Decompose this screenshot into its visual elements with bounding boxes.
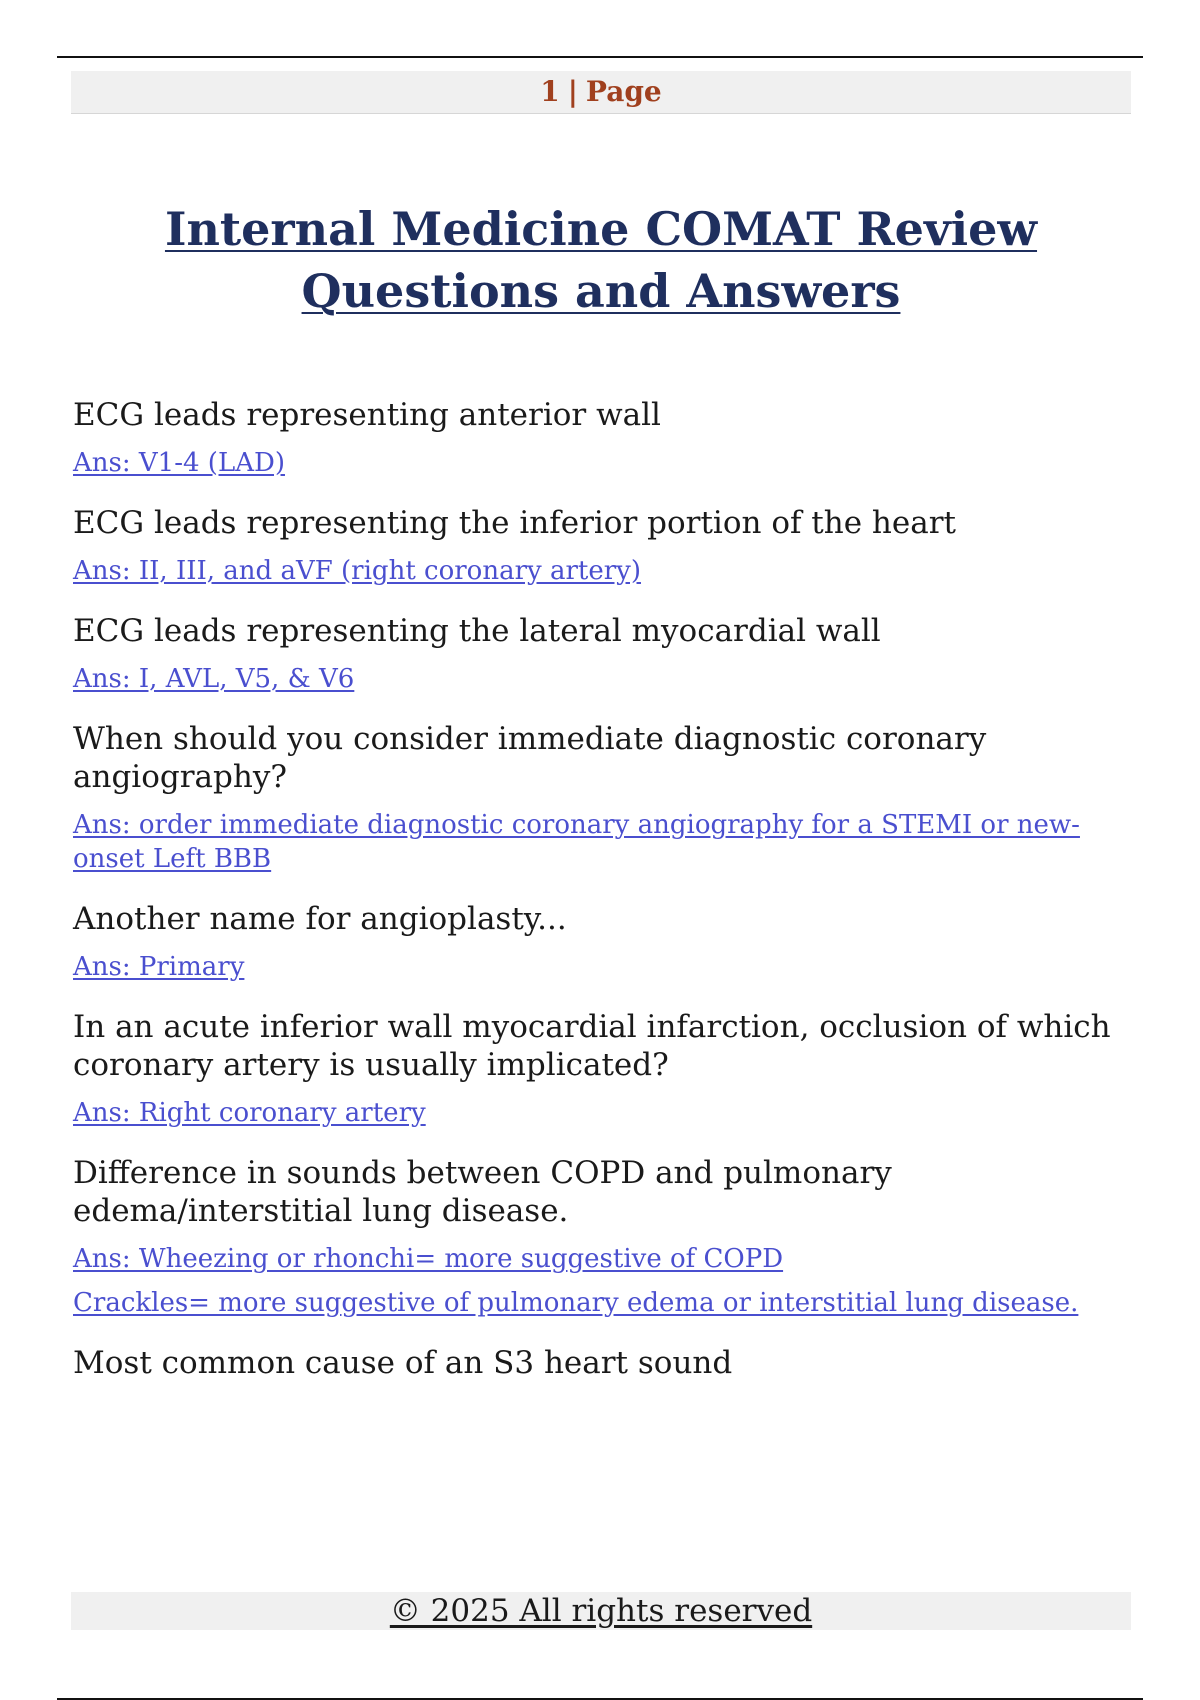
question-text: ECG leads representing the lateral myocardial wall: [73, 613, 881, 649]
answer-link[interactable]: Ans: I, AVL, V5, & V6: [73, 664, 355, 694]
qa-item: [73, 612, 1133, 696]
question-text: Difference in sounds between COPD and pulmonary edema/interstitial lung disease.: [73, 1155, 892, 1229]
question-text: Another name for angioplasty...: [73, 901, 567, 937]
qa-item: [73, 1008, 1133, 1130]
title-line-2: Questions and Answers: [301, 264, 901, 318]
qa-item: [73, 396, 1133, 480]
page-footer: [71, 1592, 1131, 1630]
page-number: 1: [540, 75, 560, 108]
answer-link[interactable]: Crackles= more suggestive of pulmonary edema or interstitial lung disease.: [73, 1288, 1079, 1318]
qa-list: [73, 396, 1133, 1406]
answer-link[interactable]: Ans: Primary: [73, 952, 245, 982]
title-line-1: Internal Medicine COMAT Review: [164, 202, 1038, 256]
document-title: [71, 198, 1131, 322]
page-header: [71, 71, 1131, 114]
answer-link[interactable]: Ans: order immediate diagnostic coronary angiography for a STEMI or new-onset Left BBB: [73, 810, 1080, 874]
qa-item: [73, 720, 1133, 876]
question-text: In an acute inferior wall myocardial infarction, occlusion of which coronary artery is usually implicated?: [73, 1009, 1111, 1083]
qa-item: [73, 1154, 1133, 1320]
answer-link[interactable]: Ans: Right coronary artery: [73, 1098, 426, 1128]
copyright-text: © 2025 All rights reserved: [389, 1593, 813, 1629]
top-rule: [57, 56, 1143, 58]
question-text: ECG leads representing anterior wall: [73, 397, 661, 433]
page-separator: |: [567, 75, 578, 108]
answer-link[interactable]: Ans: V1-4 (LAD): [73, 448, 285, 478]
answer-link[interactable]: Ans: Wheezing or rhonchi= more suggestive of COPD: [73, 1244, 784, 1274]
qa-item: [73, 900, 1133, 984]
qa-item: [73, 1344, 1133, 1382]
page-label: Page: [585, 75, 662, 108]
qa-item: [73, 504, 1133, 588]
question-text: When should you consider immediate diagnostic coronary angiography?: [73, 721, 987, 795]
question-text: Most common cause of an S3 heart sound: [73, 1345, 733, 1381]
answer-link[interactable]: Ans: II, III, and aVF (right coronary artery): [73, 556, 641, 586]
question-text: ECG leads representing the inferior portion of the heart: [73, 505, 957, 541]
